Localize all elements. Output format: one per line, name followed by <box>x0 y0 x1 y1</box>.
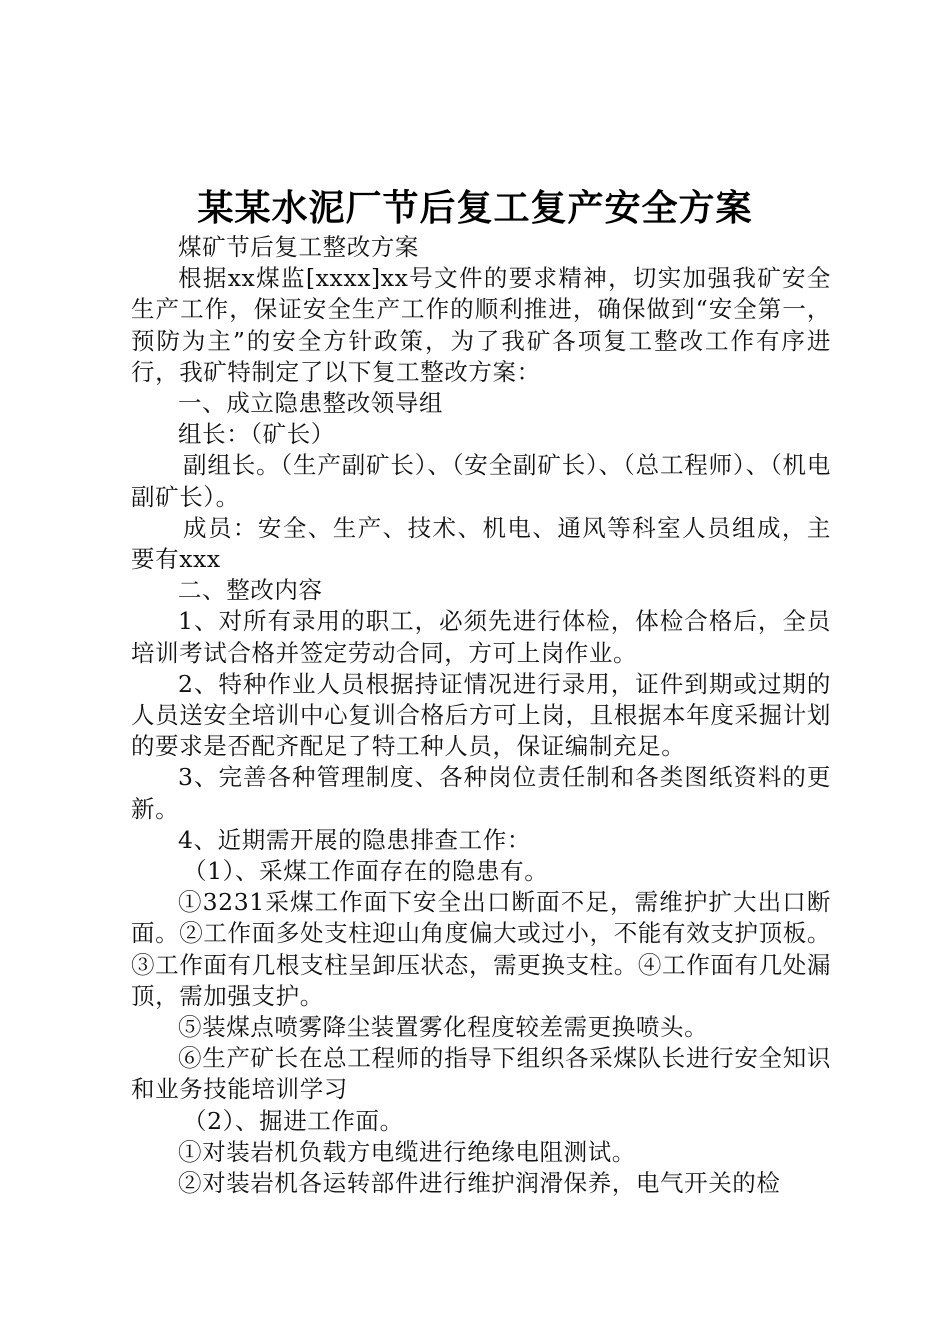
subitem-2-point-1: ①对装岩机负载方电缆进行绝缘电阻测试。 <box>178 1137 636 1166</box>
subitem-2-point-2: ②对装岩机各运转部件进行维护润滑保养，电气开关的检 <box>178 1169 781 1198</box>
document-body <box>131 232 831 1199</box>
item-1-paragraph: 1、对所有录用的职工，必须先进行体检，体检合格后，全员培训考试合格并签定劳动合同，方可上岗作业。 <box>131 607 831 667</box>
subitem-1-point-5: ⑤装煤点喷雾降尘装置雾化程度较差需更换喷头。 <box>178 1013 709 1042</box>
subitem-1-heading: （1）、采煤工作面存在的隐患有。 <box>183 857 549 886</box>
subitem-2-heading: （2）、掘进工作面。 <box>183 1106 404 1135</box>
subitem-1-details: ①3231采煤工作面下安全出口断面不足，需维护扩大出口断面。②工作面多处支柱迎山角度偏大或过小，不能有效支护顶板。③工作面有几根支柱呈卸压状态，需更换支柱。④工作面有几处漏顶，需加强支护。 <box>131 888 831 1010</box>
intro-paragraph: 根据xx煤监[xxxx]xx号文件的要求精神，切实加强我矿安全生产工作，保证安全生产工作的顺利推进，确保做到“安全第一，预防为主”的安全方针政策，为了我矿各项复工整改工作有序进行，我矿特制定了以下复工整改方案： <box>131 264 831 386</box>
leader-paragraph: 组长：（矿长） <box>178 420 335 449</box>
section-heading-leadership: 一、成立隐患整改领导组 <box>178 389 444 418</box>
members-paragraph: 成员：安全、生产、技术、机电、通风等科室人员组成，主要有xxx <box>131 513 831 574</box>
document-title: 某某水泥厂节后复工复产安全方案 <box>197 188 753 229</box>
section-heading-content: 二、整改内容 <box>178 576 323 605</box>
item-2-paragraph: 2、特种作业人员根据持证情况进行录用，证件到期或过期的人员送安全培训中心复训合格后方可上岗，且根据本年度采掘计划的要求是否配齐配足了特工种人员，保证编制充足。 <box>131 669 831 761</box>
deputy-leader-paragraph: 副组长。（生产副矿长）、（安全副矿长）、（总工程师）、（机电副矿长）。 <box>131 451 831 511</box>
item-4-paragraph: 4、近期需开展的隐患排查工作： <box>178 825 531 854</box>
item-3-paragraph: 3、完善各种管理制度、各种岗位责任制和各类图纸资料的更新。 <box>131 763 831 823</box>
subtitle-paragraph: 煤矿节后复工整改方案 <box>178 233 419 261</box>
subitem-1-point-6: ⑥生产矿长在总工程师的指导下组织各采煤队长进行安全知识和业务技能培训学习 <box>131 1044 831 1104</box>
